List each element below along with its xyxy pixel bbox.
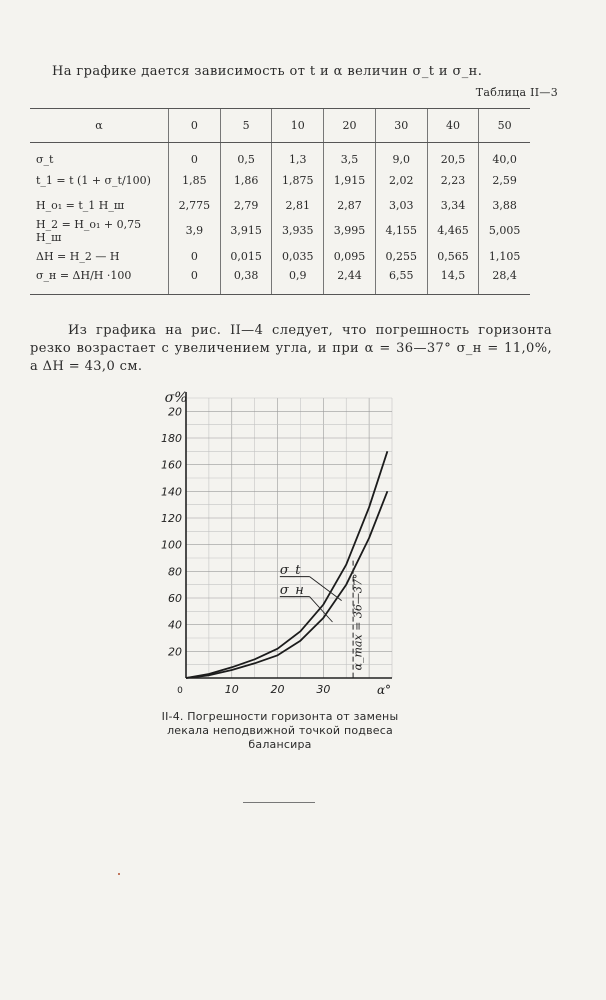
table-cell: 3,9 [169,218,221,244]
y-tick-label: 80 [168,565,182,579]
series-label: σ_н [279,583,304,598]
table-cell: 0,035 [272,244,324,269]
table-cell: 14,5 [427,269,479,295]
table-cell: 3,995 [324,218,376,244]
table-cell: 0 [169,143,221,168]
table-cell: 2,44 [324,269,376,295]
data-table [30,108,530,295]
row-label: t_1 = t (1 + σ_t/100) [36,173,151,187]
table-cell: 2,87 [324,193,376,218]
y-tick-label: 160 [161,458,182,472]
y-tick-label: 120 [161,512,182,525]
table-cell: 3,915 [220,218,272,244]
table-cell: 40,0 [479,143,530,168]
series-label: σ_t [279,563,301,578]
page-divider [243,802,315,803]
table-cell: 1,3 [272,143,324,168]
table-cell: 4,465 [427,218,479,244]
column-header: 30 [375,109,427,143]
print-speck [118,873,120,875]
table-cell: 20,5 [427,143,479,168]
table-cell: 0,9 [272,269,324,295]
column-header: 5 [220,109,272,143]
table-cell: 1,875 [272,168,324,193]
table-cell: 0,095 [324,244,376,269]
table-cell: 9,0 [375,143,427,168]
row-label: σ_н = ΔH/H ·100 [30,269,169,295]
table-cell: 0,38 [220,269,272,295]
x-tick-label: 30 [316,683,331,696]
y-tick-label: 20 [168,405,182,419]
x-axis-title: α° [376,683,392,697]
table-row [30,143,530,168]
column-header: 40 [427,109,479,143]
table-cell: 2,02 [375,168,427,193]
x-tick-label: 20 [270,683,285,696]
table-row [30,244,530,269]
table-cell: 1,915 [324,168,376,193]
table-cell: 1,86 [220,168,272,193]
body-paragraph: Из графика на рис. II—4 следует, что погрешность горизонта резко возрастает с увеличением угла, и при α = 36—37° σ_н = 11,0%, а ΔH = 43,0 см. [30,323,552,374]
table-cell: 0,255 [375,244,427,269]
y-tick-label: 100 [161,538,182,552]
table-cell: 28,4 [479,269,530,295]
table-cell: 3,88 [479,193,530,218]
table-cell: 2,59 [479,168,530,193]
table-header-row [30,109,530,143]
table-cell: 2,23 [427,168,479,193]
row-label: H_o₁ = t_1 H_ш [36,198,125,212]
table-cell: 2,81 [272,193,324,218]
table-label: Таблица II—3 [475,86,558,99]
table-cell: 0,565 [427,244,479,269]
table-cell: 2,775 [169,193,221,218]
alpha-max-annotation: α_max = 36—37° [351,573,365,671]
y-tick-label: 40 [168,618,182,632]
error-chart [150,380,410,700]
row-label: ΔH = H_2 — H [36,249,120,263]
y-axis-title: σ% [164,390,188,406]
row-label: σ_t [36,152,54,166]
table-cell: 3,935 [272,218,324,244]
intro-text: На графике дается зависимость от t и α величин σ_t и σ_н. [52,64,483,79]
table-row [30,218,530,244]
column-header: 20 [324,109,376,143]
row-label: H_2 = H_o₁ + 0,75 H_ш [36,217,142,244]
column-header: 10 [272,109,324,143]
table-cell: 4,155 [375,218,427,244]
table-cell: 0 [169,244,221,269]
table-cell: 6,55 [375,269,427,295]
origin-label: 0 [177,686,183,696]
table-cell: 0,015 [220,244,272,269]
y-tick-label: 60 [168,592,182,605]
table-cell: 2,79 [220,193,272,218]
table-cell: 3,34 [427,193,479,218]
table-cell: 0 [169,269,221,295]
alpha-header: α [30,109,169,143]
table-cell: 1,105 [479,244,530,269]
y-tick-label: 140 [161,485,182,499]
y-tick-label: 180 [161,432,182,445]
column-header: 0 [169,109,221,143]
table-row [30,269,530,295]
x-tick-label: 10 [224,683,239,696]
table-row [30,193,530,218]
table-cell: 5,005 [479,218,530,244]
table-row [30,168,530,193]
y-tick-label: 20 [168,645,182,659]
table-cell: 0,5 [220,143,272,168]
table-cell: 3,03 [375,193,427,218]
table-cell: 1,85 [169,168,221,193]
table-cell: 3,5 [324,143,376,168]
column-header: 50 [479,109,530,143]
figure-caption: II-4. Погрешности горизонта от замены лекала неподвижной точкой подвеса балансира [161,710,399,751]
